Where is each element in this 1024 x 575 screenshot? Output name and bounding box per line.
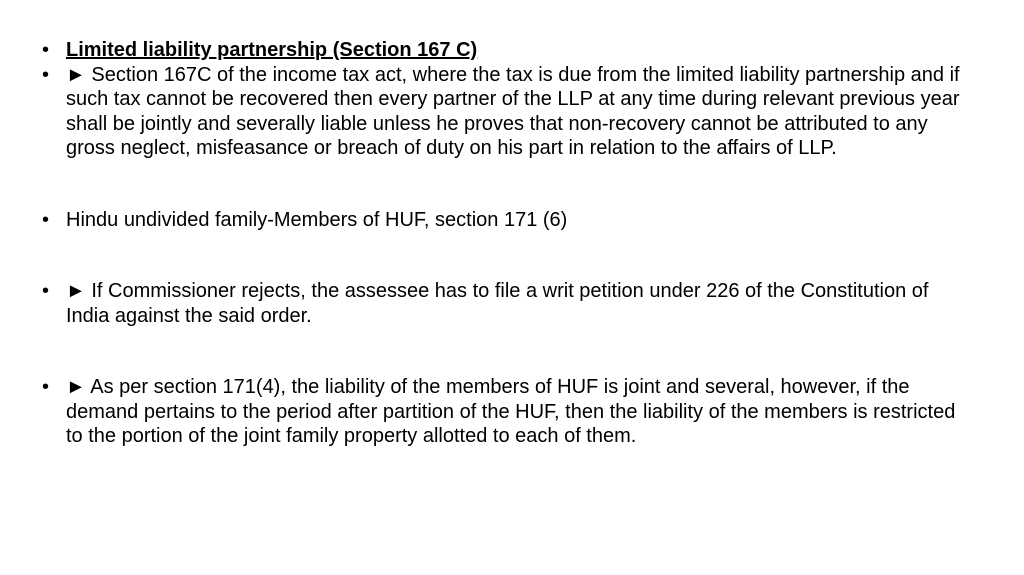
bullet-huf-heading	[42, 208, 972, 233]
bullet-list	[42, 38, 972, 449]
section-167c-text: ► Section 167C of the income tax act, where the tax is due from the limited liability partnership and if such tax cannot be recovered then every partner of the LLP at any time during relevant previous year shall be jointly and severally liable unless he proves that non-recovery cannot be attributed to any gross neglect, misfeasance or breach of duty on his part in relation to the affairs of LLP.	[66, 63, 960, 159]
bullet-writ-petition	[42, 279, 972, 328]
bullet-marker: •	[42, 39, 50, 61]
bullet-marker: •	[42, 280, 50, 302]
huf-heading-text: Hindu undivided family-Members of HUF, section 171 (6)	[66, 208, 568, 231]
bullet-marker: •	[42, 376, 50, 398]
bullet-marker: •	[42, 63, 50, 86]
bullet-section-171-4	[42, 375, 972, 449]
bullet-section-167c	[42, 63, 972, 161]
writ-petition-text: ► If Commissioner rejects, the assessee has to file a writ petition under 226 of the Constitution of India against the said order.	[66, 280, 929, 327]
section-171-4-text: ► As per section 171(4), the liability of the members of HUF is joint and several, however, if the demand pertains to the period after partition of the HUF, then the liability of the members is restricted to the portion of the joint family property allotted to each of them.	[66, 376, 956, 447]
bullet-marker: •	[42, 208, 50, 231]
llp-heading-text: Limited liability partnership (Section 167 C)	[66, 39, 478, 61]
bullet-llp-heading	[42, 38, 972, 63]
